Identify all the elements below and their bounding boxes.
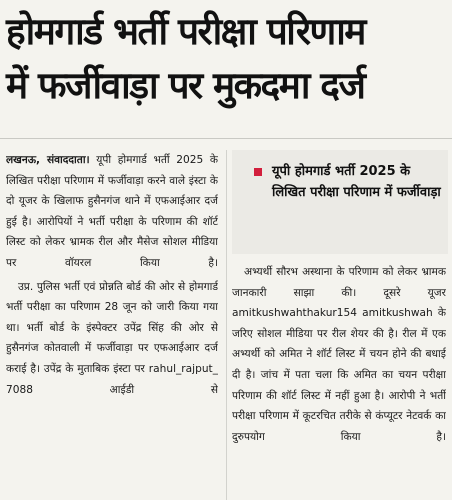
headline-rule <box>0 138 452 139</box>
left-paragraph-2: उप्र. पुलिस भर्ती एवं प्रोन्नति बोर्ड की ओर से होमगार्ड भर्ती परीक्षा का परिणाम 28 जून को जारी किया गया था। भर्ती बोर्ड के इंस्पेक्टर उपेंद्र सिंह की ओर से हुसैनगंज कोतवाली में फर्जीवाड़ा पर एफआईआर दर्ज कराई है। उपेंद्र के मुताबिक इंस्टा पर rahul_rajput_ 7088 आईडी से <box>6 280 218 396</box>
headline <box>6 6 446 112</box>
left-paragraph-1 <box>6 150 218 274</box>
sidebar-title: यूपी होमगार्ड भर्ती 2025 के लिखित परीक्षा परिणाम में फर्जीवाड़ा <box>272 164 441 200</box>
headline-line-2: में फर्जीवाड़ा पर मुकदमा दर्ज <box>6 64 365 107</box>
column-divider <box>226 150 227 500</box>
right-column <box>232 262 446 500</box>
red-square-bullet-icon <box>254 168 262 176</box>
right-paragraph-1: अभ्यर्थी सौरभ अस्थाना के परिणाम को लेकर भ्रामक जानकारी साझा की। दूसरे यूजर amitkushwahthakur154 amitkushwah के जरिए सोशल मीडिया पर रील शेयर की है। रील में एक अभ्यर्थी को अमित ने शॉर्ट लिस्ट में चयन होने की बधाई दी है। जांच में पता चला कि अमित का चयन परीक्षा परिणाम की शॉर्ट लिस्ट में नहीं हुआ है। आरोपी ने भर्ती परीक्षा परिणाम में कूटरचित तरीके से कंप्यूटर नेटवर्क का दुरुपयोग किया है। <box>232 266 446 443</box>
sidebar-highlight-box <box>232 150 448 254</box>
headline-line-1: होमगार्ड भर्ती परीक्षा परिणाम <box>6 10 365 53</box>
left-column <box>6 150 218 500</box>
left-paragraph-1-text: यूपी होमगार्ड भर्ती 2025 के लिखित परीक्षा परिणाम में फर्जीवाड़ा करने वाले इंस्टा के दो यूजर के खिलाफ हुसैनगंज थाने में एफआईआर दर्ज हुई है। आरोपियों ने भर्ती परीक्षा के परिणाम की शॉर्ट लिस्ट को लेकर भ्रामक रील और मैसेज सोशल मीडिया पर वॉयरल किया है। <box>6 154 218 269</box>
dateline: लखनऊ, संवाददाता। <box>6 154 90 166</box>
